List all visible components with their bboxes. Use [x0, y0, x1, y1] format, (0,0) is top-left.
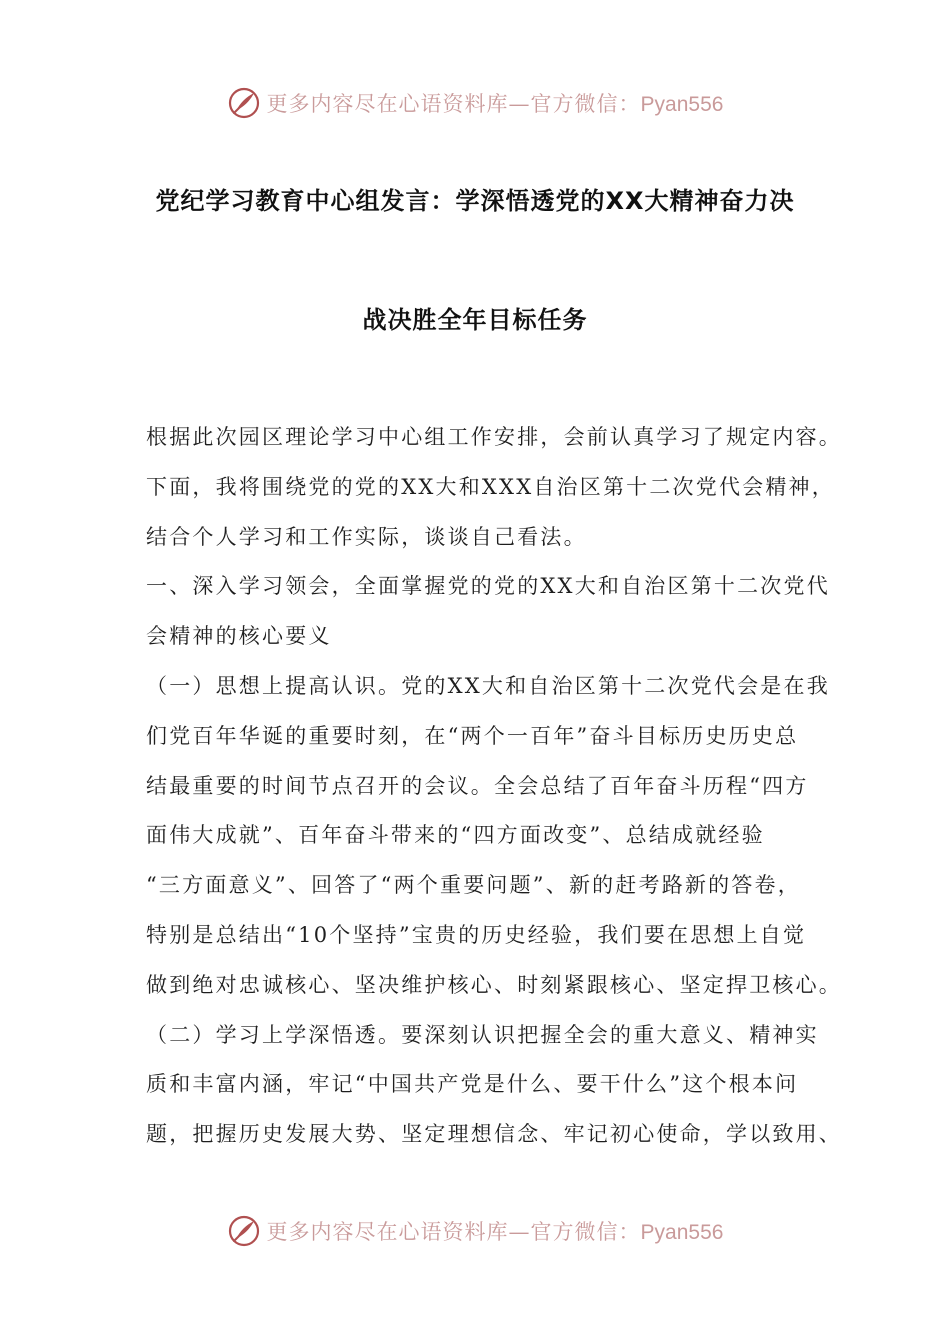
body-line: 们党百年华诞的重要时刻，在“两个一百年”奋斗目标历史历史总 [146, 723, 799, 748]
document-body [146, 419, 842, 1166]
body-line: （二）学习上学深悟透。要深刻认识把握全会的重大意义、精神实 [146, 1022, 819, 1047]
body-line: 做到绝对忠诚核心、坚决维护核心、时刻紧跟核心、坚定捍卫核心。 [146, 972, 842, 997]
body-line: 特别是总结出“10个坚持”宝贵的历史经验，我们要在思想上自觉 [146, 922, 807, 947]
section-heading-line: 会精神的核心要义 [146, 624, 332, 649]
document-title-line-1: 党纪学习教育中心组发言：学深悟透党的XX大精神奋力决 [155, 187, 795, 215]
section-heading-line: 一、深入学习领会，全面掌握党的党的XX大和自治区第十二次党代 [146, 574, 830, 599]
body-line: 质和丰富内涵，牢记“中国共产党是什么、要干什么”这个根本问 [146, 1072, 799, 1097]
body-line: 结合个人学习和工作实际，谈谈自己看法。 [146, 524, 587, 549]
body-line: “三方面意义”、回答了“两个重要问题”、新的赶考路新的答卷， [146, 873, 801, 898]
body-line: （一）思想上提高认识。党的XX大和自治区第十二次党代会是在我 [146, 673, 830, 698]
document-title-line-2: 战决胜全年目标任务 [362, 306, 588, 334]
footer-watermark [0, 1211, 950, 1251]
feather-pen-icon [227, 86, 261, 120]
watermark-text: 更多内容尽在心语资料库—官方微信：Pyan556 [266, 1220, 724, 1244]
body-line: 题，把握历史发展大势、坚定理想信念、牢记初心使命，学以致用、 [146, 1122, 842, 1147]
body-line: 结最重要的时间节点召开的会议。全会总结了百年奋斗历程“四方 [146, 773, 809, 798]
body-line: 面伟大成就”、百年奋斗带来的“四方面改变”、总结成就经验 [146, 823, 765, 848]
header-watermark [0, 83, 950, 123]
watermark-text: 更多内容尽在心语资料库—官方微信：Pyan556 [266, 92, 724, 116]
body-line: 根据此次园区理论学习中心组工作安排，会前认真学习了规定内容。 [146, 425, 842, 449]
body-line: 下面，我将围绕党的党的XX大和XXX自治区第十二次党代会精神， [146, 474, 835, 499]
feather-pen-icon [227, 1214, 261, 1248]
